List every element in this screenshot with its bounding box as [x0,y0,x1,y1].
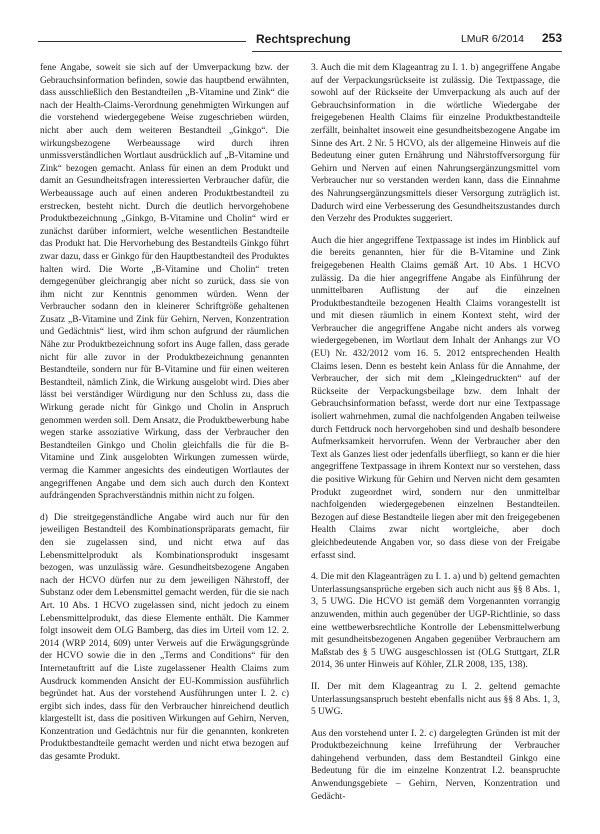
journal-issue: LMuR 6/2014 [460,33,524,45]
header-underline [252,51,562,52]
right-column [311,62,560,820]
paragraph: 4. Die mit den Klageanträgen zu I. 1. a) und b) geltend gemachten Unterlassungsansprüche ergeben sich auch nicht aus §§ 8 Abs. 1, 3, 5 UWG. Die HCVO ist gemäß dem Vorgenannten vorrangig anzuwenden, mithin auch gegenüber der UGP-Richtlinie, so dass eine wettbewerbsrechtliche Kontrolle der Lebensmittelwerbung mit gesundheitsbezogenen Angaben gegenüber Verbrauchern am Maßstab des § 5 UWG ausgeschlossen ist (OLG Stuttgart, ZLR 2014, 36 unter Hinweis auf Köhler, ZLR 2008, 135, 138). [311,572,560,671]
paragraph: Aus den vorstehend unter I. 2. c) dargelegten Gründen ist mit der Produktbezeichnung keine Irreführung der Verbraucher dahingehend verbunden, dass dem Bestandteil Ginkgo eine Bedeutung für die im einzelne Konzentrat I.2. beanspruchte Anwendungsgebiete – Gehirn, Nerven, Konzentration und Gedächt- [311,728,560,802]
section-title: Rechtsprechung [256,32,351,46]
paragraph: d) Die streitgegenständliche Angabe wird auch nur für den jeweiligen Bestandteil des Kombinationspräparats gemacht, für den sie zugelassen sind, und nicht etwa auf das Lebensmittelprodukt als Kombinationsprodukt insgesamt bezogen, was unzulässig wäre. Gesundheitsbezogene Angaben nach der HCVO dürfen nur zu dem jeweiligen Nährstoff, der Substanz oder dem Lebensmittel gemacht werden, für die sie nach Art. 10 Abs. 1 HCVO zugelassen sind, nicht jedoch zu einem Lebensmittelprodukt, das diese Elemente enthält. Die Kammer folgt insoweit dem OLG Bamberg, das dies im Urteil vom 12. 2. 2014 (WRP 2014, 609) unter Verweis auf die Erwägungsgründe der HCVO sowie die in den „Terms and Conditions“ für den Internetauftritt auf die Liste zugelassener Health Claims zum Ausdruck kommenden Ansicht der EU-Kommission ausführlich begründet hat. Aus der vorstehend Ausführungen unter I. 2. c) ergibt sich indes, dass für den Verbraucher hinreichend deutlich klargestellt ist, dass die positiven Wirkungen auf Gehirn, Nerven, Konzentration und Gedächtnis nur für die genannten, konkreten Produktbestandteile gemacht werden und nicht etwa bezogen auf das gesamte Produkt. [40,512,289,763]
paragraph: Auch die hier angegriffene Textpassage ist indes im Hinblick auf die bereits genannten, hier für die B-Vitamine und Zink freigegebenen Health Claims gemäß Art. 10 Abs. 1 HCVO zulässig. Da die hier angegriffene Angabe als Einführung der unmittelbaren Auflistung der auf die einzelnen Produktbestandteile bezogenen Health Claims vorangestellt ist und mit diesen räumlich in einem Kontext steht, wird der Verbraucher die angegriffene Angabe nicht anders als vorweg wiedergegebenen, im Wortlaut dem Inhalt der Anhangs zur VO (EU) Nr. 432/2012 vom 16. 5. 2012 entsprechenden Health Claims lesen. Denn es besteht kein Anlass für die Annahme, der Verbraucher, der sich mit dem „Kleingedruckten“ auf der Rückseite der Verpackungsbeilage bzw. dem Inhalt der Gebrauchsinformation befasst, werde dort nur eine Textpassage isoliert wahrnehmen, zumal die nachfolgenden Angaben teilweise durch Fettdruck noch hervorgehoben sind und deshalb besondere Aufmerksamkeit hervorrufen. Wenn der Verbraucher aber den Text als Ganzes liest oder jedenfalls überfliegt, so kann er die hier angegriffene Textpassage in ihrem Kontext nur so verstehen, dass die positive Wirkung für Gehirn und Nerven nicht dem gesamten Produkt zugeordnet wird, sondern nur den unmittelbar nachfolgenden wiedergegebenen einzelnen Bestandteilen. Bezogen auf diese Bestandteile liegen aber mit den freigegebenen Health Claims zwar nicht wortgleiche, aber doch gleichbedeutende Angaben vor, so dass diese von der Freigabe erfasst sind. [311,235,560,561]
left-column [40,62,289,820]
paragraph: fene Angabe, soweit sie sich auf der Umverpackung bzw. der Gebrauchsinformation befinden, sowie das hauptbend erwähnten, dass ausschließlich den Bestandteilen „B-Vitamine und Zink“ die nach der Health-Claims-Verordnung genehmigten Wirkungen auf die vorstehend wiedergegebene Weise zugeschrieben würden, nicht aber auch dem weiteren Bestandteil „Ginkgo“. Die wirkungsbezogene Werbeaussage wird durch ihren unmissverständlichen Wortlaut ausdrücklich auf „B-Vitamine und Zink“ bezogen gemacht. Anlass für einen an dem Produkt und damit an Gesundheitsfragen interessierten Verbraucher dafür, die Werbeaussage auch auf einen anderen Produktbestandteil zu erstrecken, besteht nicht. Durch die deutlich hervorgehobene Produktbezeichnung „Ginkgo, B-Vitamine und Cholin“ wird er zunächst darüber informiert, welche wesentlichen Bestandteile das Produkt hat. Die Hervorhebung des Bestandteils Ginkgo führt zwar dazu, dass er Ginkgo für den Hauptbestandteil des Produktes halten wird. Die Worte „B-Vitamine und Cholin“ treten demgegenüber gleichrangig aber nicht so zurück, dass sie von ihm nicht zur Kenntnis genommen würden. Wenn der Verbraucher sodann den in kleinerer Schriftgröße gehaltenen Zusatz „B-Vitamine und Zink für Gehirn, Nerven, Konzentration und Gedächtnis“ liest, wird ihm schon aufgrund der räumlichen Nähe zur Produktbezeichnung sofort ins Auge fallen, dass gerade nicht für alle zuvor in der Produktbezeichnung genannten Bestandteile, sondern nur für B-Vitamine und für einen weiteren Bestandteil, nämlich Zink, die Wirkung ausgelobt wird. Dies aber lässt bei verständiger Würdigung nur den Schluss zu, dass die Wirkung gerade nicht für Ginkgo und Cholin in Anspruch genommen werden soll. Dem Ansatz, die Produktbewerbung habe wegen starke assoziative Wirkung, dass der Verbraucher den Bestandteilen Ginkgo und Cholin gleichfalls die für die B-Vitamine und Zink ausgelobten Wirkungen zumessen würde, vermag die Kammer angesichts des eindeutigen Wortlautes der angegriffenen Angabe und dem sich auch durch den Kontext aufdrängenden Sprachverständnis mithin nicht zu folgen. [40,63,289,502]
paragraph: II. Der mit dem Klageantrag zu I. 2. geltend gemachte Unterlassungsanspruch besteht ebenfalls nicht aus §§ 8 Abs. 1, 3, 5 UWG. [311,681,560,718]
article-body [40,62,560,820]
header-rule [38,41,246,42]
paragraph: 3. Auch die mit dem Klageantrag zu I. 1. b) angegriffene Angabe auf der Verpackungsrückseite ist zulässig. Die Textpassage, die sowohl auf der Rückseite der Umverpackung als auch auf der Gebrauchsinformation in die wörtliche Wiedergabe der freigegebenen Health Claims für einzelne Produktbestandteile zerfällt, beinhaltet insoweit eine gesundheitsbezogene Angabe im Sinne des Art. 2 Nr. 5 HCVO, als der allgemeine Hinweis auf die Bedeutung einer guten Ernährung und Nährstoffversorgung für Gehirn und Nerven auf einen Nahrungsergänzungsmittel vom Verbraucher nur so verstanden werden kann, dass die Einnahme des Nahrungsergänzungsmittels dieser Versorgung zuträglich ist. Dadurch wird eine Verbesserung des Gesundheitszustandes durch den Verzehr des Produktes suggeriert. [311,63,560,225]
page-number: 253 [541,31,562,45]
page-header [38,30,562,52]
